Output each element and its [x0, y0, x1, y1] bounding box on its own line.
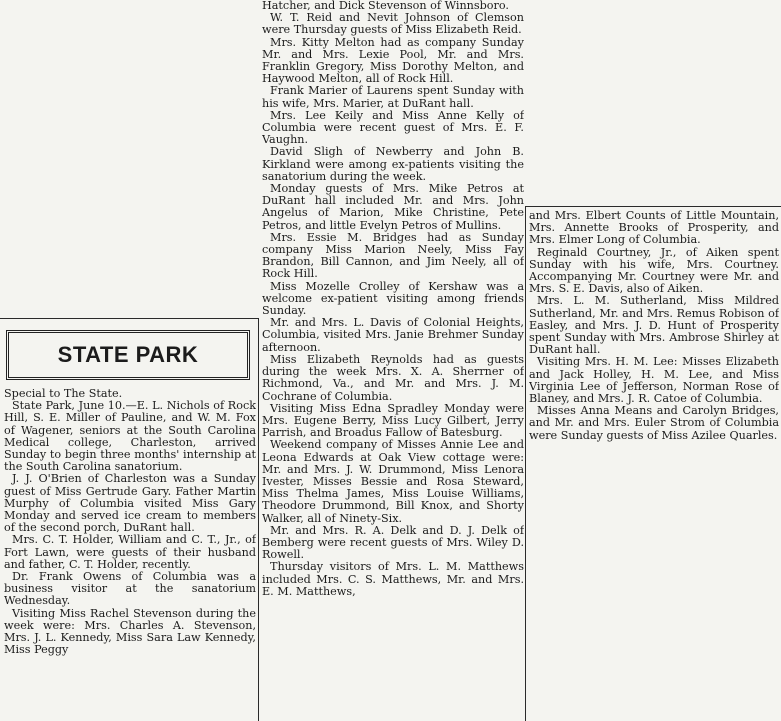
article-column-1 — [4, 388, 256, 721]
paragraph: Reginald Courtney, Jr., of Aiken spent Sunday with his wife, Mrs. Courtney. Accompanying Mr. Courtney were Mr. and Mrs. S. E. Davis, also of Aiken. — [529, 245, 779, 296]
paragraph: Misses Anna Means and Carolyn Bridges, and Mr. and Mrs. Euler Strom of Columbia were Sunday guests of Miss Azilee Quarles. — [529, 404, 779, 442]
paragraph: Frank Marier of Laurens spent Sunday with his wife, Mrs. Marier, at DuRant hall. — [262, 84, 524, 110]
paragraph: Visiting Mrs. H. M. Lee: Misses Elizabeth and Jack Holley, H. M. Lee, and Miss Virginia Lee of Jefferson, Norman Rose of Blaney, and Mrs. J. R. Catoe of Columbia. — [529, 355, 779, 406]
paragraph: Mrs. Lee Keily and Miss Anne Kelly of Columbia were recent guest of Mrs. E. F. Vaughn. — [262, 108, 524, 147]
column-top-rule-right — [525, 206, 781, 207]
column-top-rule — [0, 318, 258, 319]
paragraph: W. T. Reid and Nevit Johnson of Clemson were Thursday guests of Miss Elizabeth Reid. — [262, 11, 524, 37]
paragraph: David Sligh of Newberry and John B. Kirkland were among ex-patients visiting the sanatorium during the week. — [262, 145, 524, 183]
paragraph: Visiting Miss Rachel Stevenson during the week were: Mrs. Charles A. Stevenson, Mrs. J. L. Kennedy, Miss Sara Law Kennedy, Miss Peggy — [4, 606, 256, 657]
article-column-3 — [529, 210, 779, 500]
paragraph: Visiting Miss Edna Spradley Monday were Mrs. Eugene Berry, Miss Lucy Gilbert, Jerry Parrish, and Broadus Fallow of Batesburg. — [262, 401, 524, 440]
paragraph: Miss Mozelle Crolley of Kershaw was a welcome ex-patient visiting among friends Sunday. — [262, 279, 524, 318]
paragraph: Monday guests of Mrs. Mike Petros at DuRant hall included Mr. and Mrs. John Angelus of Marion, Mike Christine, Pete Petros, and little Evelyn Petros of Mullins. — [262, 182, 524, 232]
paragraph: Hatcher, and Dick Stevenson of Winnsboro. — [262, 0, 509, 12]
paragraph: State Park, June 10.—E. L. Nichols of Rock Hill, S. E. Miller of Pauline, and W. M. Fox of Wagener, seniors at the South Carolina Medical college, Charleston, arrived Sunday to begin three months' internship at the South Carolina sanatorium. — [4, 399, 256, 474]
paragraph: Dr. Frank Owens of Columbia was a business visitor at the sanatorium Wednesday. — [4, 570, 256, 608]
column-divider-left — [258, 318, 259, 721]
paragraph: and Mrs. Elbert Counts of Little Mountain, Mrs. Annette Brooks of Prosperity, and Mrs. Elmer Long of Columbia. — [529, 210, 779, 247]
paragraph: Weekend company of Misses Annie Lee and Leona Edwards at Oak View cottage were: Mr. and Mrs. J. W. Drummond, Miss Lenora Ivester, Misses Bessie and Rosa Steward, Miss Thelma James, Miss Louise Williams, Theodore Drummond, Bill Knox, and Shorty Walker, all of Ninety-Six. — [262, 438, 524, 525]
paragraph: Mrs. C. T. Holder, William and C. T., Jr., of Fort Lawn, were guests of their husband and father, C. T. Holder, recently. — [4, 533, 256, 571]
article-column-2 — [262, 0, 524, 721]
paragraph: Mrs. Essie M. Bridges had as Sunday company Miss Marion Neely, Miss Fay Brandon, Bill Cannon, and Jim Neely, all of Rock Hill. — [262, 230, 524, 281]
paragraph: Mrs. L. M. Sutherland, Miss Mildred Sutherland, Mr. and Mrs. Remus Robison of Easley, and Mrs. J. D. Hunt of Prosperity spent Sunday with Mrs. Ambrose Shirley at DuRant hall. — [529, 294, 779, 357]
paragraph: Miss Elizabeth Reynolds had as guests during the week Mrs. X. A. Sherrner of Richmond, Va., and Mr. and Mrs. J. M. Cochrane of Columbia. — [262, 352, 524, 403]
headline-box — [6, 330, 250, 380]
column-divider-right — [525, 206, 526, 721]
paragraph: J. J. O'Brien of Charleston was a Sunday guest of Miss Gertrude Gary. Father Martin Murphy of Columbia visited Miss Gary Monday and served ice cream to members of the second porch, DuRant hall. — [4, 472, 256, 535]
paragraph: Thursday visitors of Mrs. L. M. Matthews included Mrs. C. S. Matthews, Mr. and Mrs. E. M. Matthews, — [262, 560, 524, 598]
paragraph: Mrs. Kitty Melton had as company Sunday Mr. and Mrs. Lexie Pool, Mr. and Mrs. Franklin Gregory, Miss Dorothy Melton, and Haywood Melton, all of Rock Hill. — [262, 35, 524, 86]
headline: STATE PARK — [57, 342, 199, 367]
paragraph: Mr. and Mrs. L. Davis of Colonial Heights, Columbia, visited Mrs. Janie Brehmer Sunday afternoon. — [262, 316, 524, 354]
paragraph: Mr. and Mrs. R. A. Delk and D. J. Delk of Bemberg were recent guests of Mrs. Wiley D. Rowell. — [262, 523, 524, 562]
paragraph: Special to The State. — [4, 388, 123, 400]
